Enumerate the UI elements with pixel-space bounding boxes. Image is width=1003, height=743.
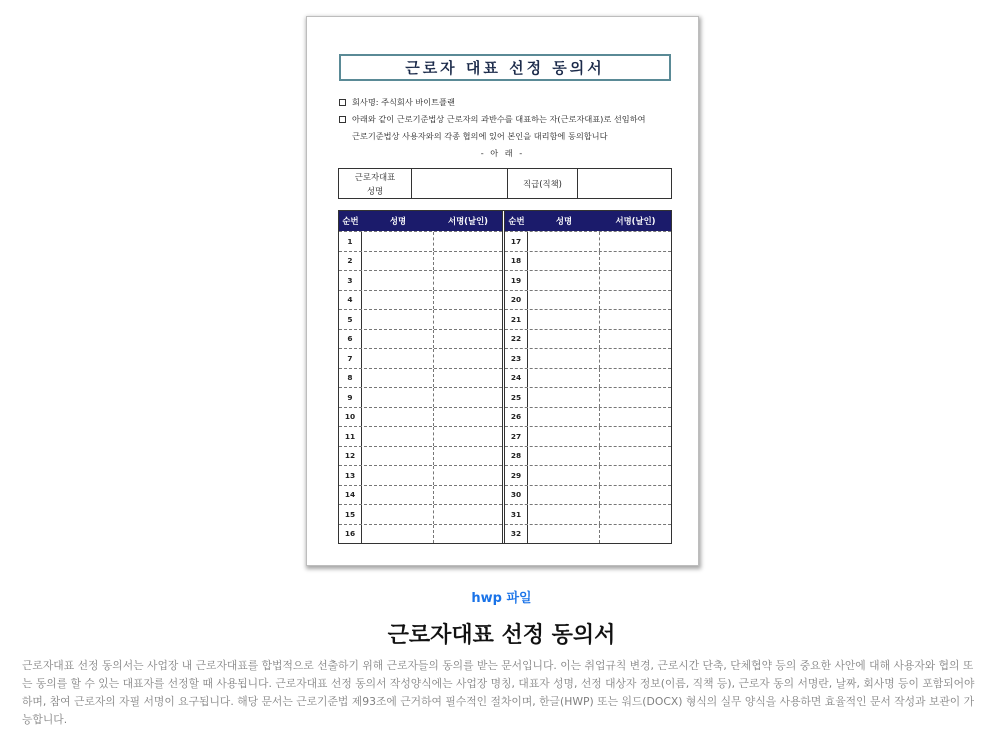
row-number: 8	[339, 369, 362, 388]
name-cell	[362, 310, 434, 329]
table-row	[505, 368, 671, 388]
name-cell	[528, 466, 600, 485]
table-row	[339, 329, 502, 349]
signature-cell	[600, 388, 671, 407]
signature-cell	[600, 271, 671, 290]
statement-text-1: 아래와 같이 근로기준법상 근로자의 과반수를 대표하는 자(근로자대표)로 선임하여	[352, 114, 646, 124]
table-row	[505, 290, 671, 310]
name-cell	[362, 505, 434, 524]
row-number: 4	[339, 291, 362, 310]
name-cell	[528, 310, 600, 329]
name-cell	[528, 447, 600, 466]
table-row	[339, 231, 502, 251]
signature-table-header	[339, 211, 502, 231]
row-number: 25	[505, 388, 528, 407]
table-row	[339, 368, 502, 388]
name-cell	[528, 525, 600, 544]
signature-cell	[600, 232, 671, 251]
table-row	[505, 231, 671, 251]
table-row	[505, 485, 671, 505]
below-marker: - 아 래 -	[480, 148, 525, 158]
signature-cell	[434, 330, 502, 349]
checkbox-icon	[339, 99, 346, 106]
signature-cell	[600, 466, 671, 485]
company-line	[339, 97, 455, 108]
table-row	[339, 290, 502, 310]
table-row	[505, 465, 671, 485]
row-number: 28	[505, 447, 528, 466]
table-row	[339, 387, 502, 407]
signature-cell	[434, 310, 502, 329]
name-cell	[528, 408, 600, 427]
name-cell	[362, 349, 434, 368]
table-row	[505, 446, 671, 466]
signature-cell	[434, 447, 502, 466]
name-cell	[528, 369, 600, 388]
row-number: 26	[505, 408, 528, 427]
signature-cell	[600, 291, 671, 310]
header-name: 성명	[389, 216, 407, 226]
rep-name-field	[412, 169, 508, 198]
name-cell	[362, 408, 434, 427]
table-row	[339, 270, 502, 290]
row-number: 16	[339, 525, 362, 544]
name-cell	[528, 252, 600, 271]
description-text: 근로자대표 선정 동의서는 사업장 내 근로자대표를 합법적으로 선출하기 위해 근로자들의 동의를 받는 문서입니다. 이는 취업규칙 변경, 근로시간 단축, 단체협약 등의 중요한 사안에 대해 사용자와 협의 또는 동의를 할 수 있는 대표자를 선정할 때 사용됩니다. 근로자대표 선정 동의서 작성양식에는 사업장 명칭, 대표자 성명, 선정 대상자 정보(이름, 직책 등), 근로자 동의 서명란, 날짜, 회사명 등이 포함되어야 하며, 참여 근로자의 자필 서명이 요구됩니다. 해당 문서는 근로기준법 제93조에 근거하여 필수적인 절차이며, 한글(HWP) 또는 워드(DOCX) 형식의 실무 양식을 사용하면 효율적인 문서 작성과 보관이 가능합니다.	[22, 659, 975, 726]
table-row	[505, 407, 671, 427]
row-number: 24	[505, 369, 528, 388]
signature-table	[338, 210, 672, 544]
row-number: 20	[505, 291, 528, 310]
header-name: 성명	[555, 216, 573, 226]
table-row	[339, 309, 502, 329]
signature-table-left	[339, 211, 505, 543]
signature-cell	[600, 310, 671, 329]
signature-cell	[434, 271, 502, 290]
row-number: 15	[339, 505, 362, 524]
name-cell	[362, 466, 434, 485]
signature-cell	[434, 349, 502, 368]
name-cell	[528, 330, 600, 349]
signature-table-header	[505, 211, 671, 231]
name-cell	[528, 271, 600, 290]
row-number: 27	[505, 427, 528, 446]
statement-line	[339, 114, 646, 125]
name-cell	[528, 232, 600, 251]
position-field	[578, 169, 671, 198]
table-row	[505, 348, 671, 368]
name-cell	[362, 291, 434, 310]
row-number: 22	[505, 330, 528, 349]
name-cell	[362, 447, 434, 466]
name-cell	[528, 291, 600, 310]
row-number: 3	[339, 271, 362, 290]
representative-table	[338, 168, 672, 199]
signature-cell	[600, 486, 671, 505]
signature-cell	[600, 408, 671, 427]
signature-cell	[600, 505, 671, 524]
row-number: 30	[505, 486, 528, 505]
table-row	[505, 329, 671, 349]
signature-cell	[600, 369, 671, 388]
signature-cell	[600, 252, 671, 271]
name-cell	[362, 232, 434, 251]
name-cell	[528, 349, 600, 368]
signature-cell	[434, 252, 502, 271]
name-cell	[362, 388, 434, 407]
header-number: 순번	[342, 216, 359, 226]
signature-cell	[434, 408, 502, 427]
name-cell	[528, 388, 600, 407]
rep-label-line2: 성명	[366, 185, 384, 196]
table-row	[339, 524, 502, 544]
table-row	[505, 251, 671, 271]
name-cell	[362, 486, 434, 505]
table-row	[339, 426, 502, 446]
row-number: 14	[339, 486, 362, 505]
row-number: 10	[339, 408, 362, 427]
rep-name-label	[339, 169, 412, 198]
row-number: 21	[505, 310, 528, 329]
rep-label-line1: 근로자대표	[354, 171, 396, 182]
row-number: 2	[339, 252, 362, 271]
file-type-link[interactable]: hwp 파일	[471, 591, 532, 606]
table-row	[339, 485, 502, 505]
table-row	[505, 309, 671, 329]
row-number: 11	[339, 427, 362, 446]
row-number: 32	[505, 525, 528, 544]
signature-cell	[434, 388, 502, 407]
checkbox-icon	[339, 116, 346, 123]
name-cell	[528, 505, 600, 524]
table-row	[339, 348, 502, 368]
header-signature: 서명(날인)	[447, 216, 489, 226]
header-signature: 서명(날인)	[615, 216, 656, 226]
signature-cell	[434, 505, 502, 524]
table-row	[505, 270, 671, 290]
name-cell	[528, 427, 600, 446]
signature-cell	[434, 466, 502, 485]
name-cell	[362, 525, 434, 544]
row-number: 23	[505, 349, 528, 368]
row-number: 31	[505, 505, 528, 524]
document-preview[interactable]	[306, 16, 699, 566]
row-number: 13	[339, 466, 362, 485]
header-number: 순번	[508, 216, 525, 226]
row-number: 19	[505, 271, 528, 290]
table-row	[505, 504, 671, 524]
name-cell	[362, 369, 434, 388]
name-cell	[362, 271, 434, 290]
row-number: 18	[505, 252, 528, 271]
row-number: 12	[339, 447, 362, 466]
signature-cell	[434, 232, 502, 251]
signature-cell	[434, 427, 502, 446]
signature-cell	[434, 291, 502, 310]
signature-cell	[600, 349, 671, 368]
table-row	[505, 524, 671, 544]
row-number: 17	[505, 232, 528, 251]
name-cell	[362, 252, 434, 271]
row-number: 9	[339, 388, 362, 407]
signature-cell	[600, 525, 671, 544]
name-cell	[528, 486, 600, 505]
page-title: 근로자대표 선정 동의서	[387, 623, 616, 648]
table-row	[339, 504, 502, 524]
signature-cell	[600, 447, 671, 466]
name-cell	[362, 330, 434, 349]
table-row	[339, 251, 502, 271]
row-number: 6	[339, 330, 362, 349]
table-row	[339, 446, 502, 466]
row-number: 29	[505, 466, 528, 485]
signature-cell	[434, 369, 502, 388]
signature-table-right	[505, 211, 671, 543]
signature-cell	[600, 330, 671, 349]
row-number: 1	[339, 232, 362, 251]
signature-cell	[434, 486, 502, 505]
statement-text-2: 근로기준법상 사용자와의 각종 협의에 있어 본인을 대리함에 동의합니다	[352, 131, 608, 141]
name-cell	[362, 427, 434, 446]
table-row	[505, 426, 671, 446]
table-row	[339, 465, 502, 485]
row-number: 7	[339, 349, 362, 368]
signature-cell	[600, 427, 671, 446]
row-number: 5	[339, 310, 362, 329]
company-text: 회사명: 주식회사 바이트플랜	[352, 97, 455, 107]
table-row	[505, 387, 671, 407]
position-label: 직급(직책)	[508, 169, 578, 198]
table-row	[339, 407, 502, 427]
signature-cell	[434, 525, 502, 544]
document-title: 근로자 대표 선정 동의서	[339, 54, 671, 81]
